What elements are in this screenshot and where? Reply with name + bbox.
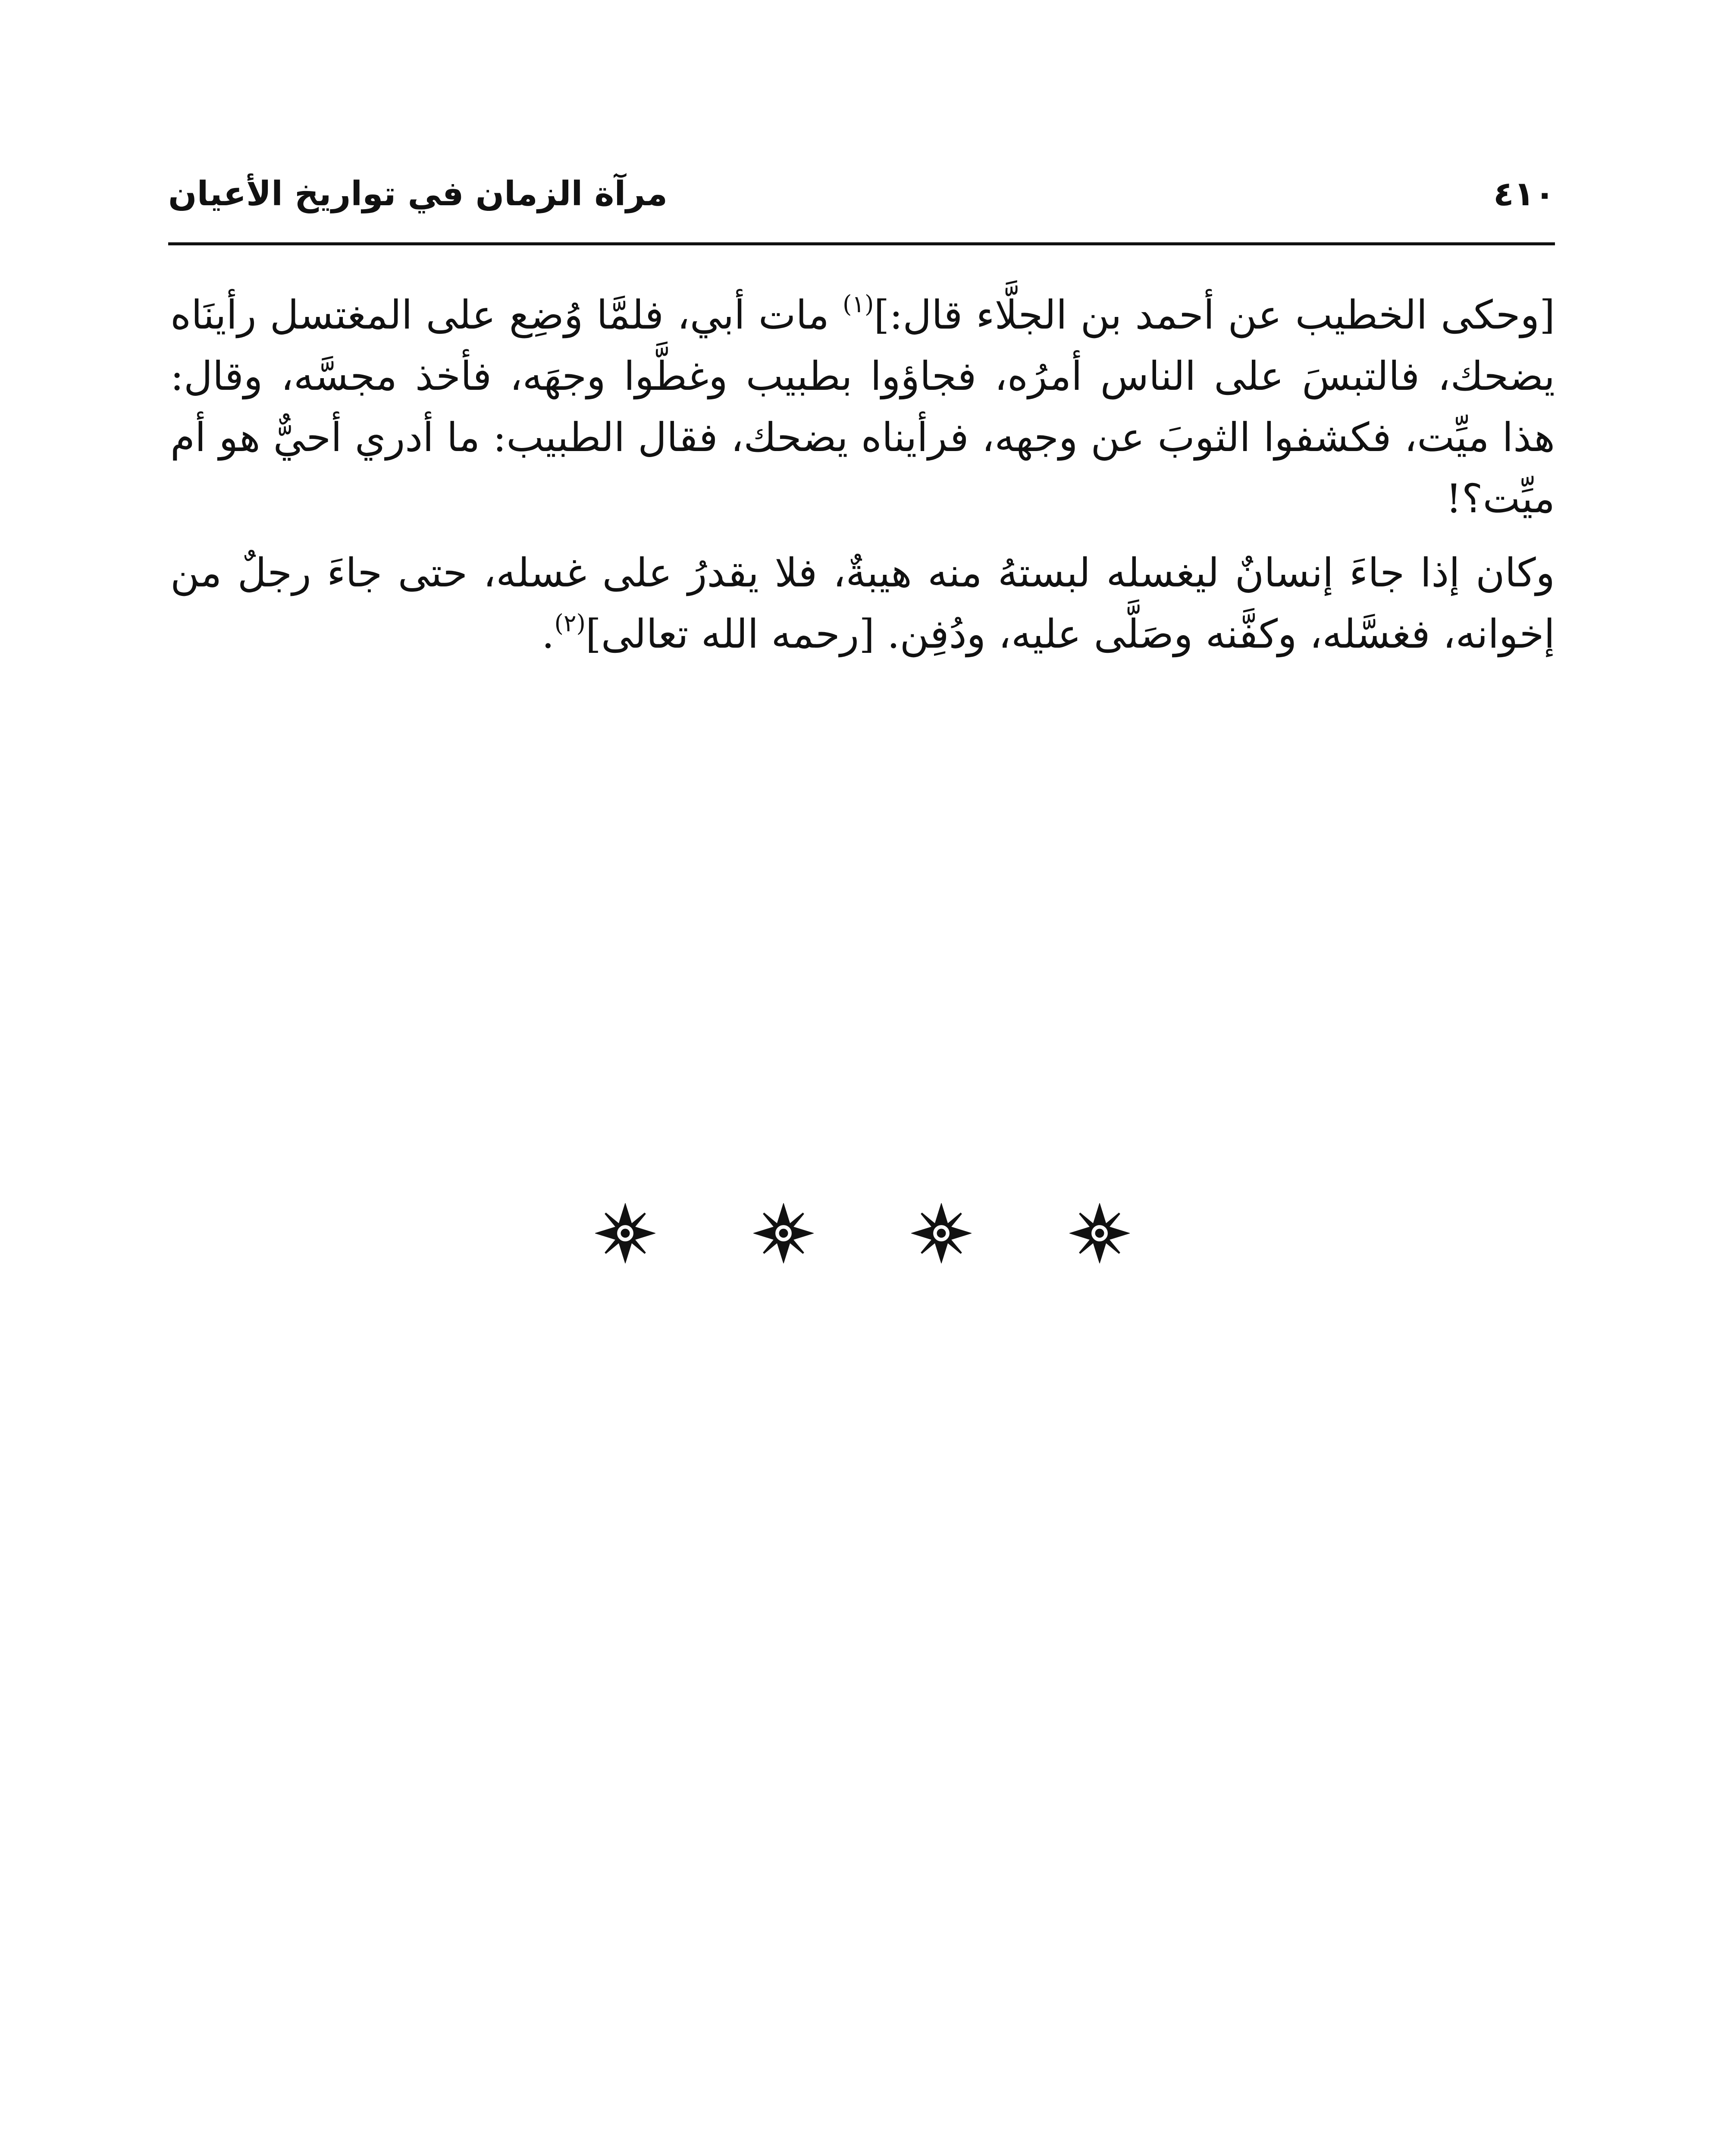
flower-ornament-icon [595, 1203, 655, 1263]
flower-ornament-icon [1069, 1203, 1130, 1263]
book-title: مرآة الزمان في تواريخ الأعيان [168, 175, 668, 213]
flower-ornament-icon [753, 1203, 814, 1263]
main-text [170, 285, 1555, 665]
paragraph-1 [170, 285, 1555, 530]
paragraph-1-text-a: [وحكى الخطيب عن أحمد بن الجلَّاء قال:] [874, 292, 1555, 338]
footnote-ref-2: (٢) [554, 609, 586, 637]
flower-ornament-icon [911, 1203, 972, 1263]
paragraph-2-text-a: وكان إذا جاءَ إنسانٌ ليغسله لبستهُ منه هيبةٌ، فلا يقدرُ على غسله، حتى جاءَ رجلٌ من إخوانه، فغسَّله، وكفَّنه وصَلَّى عليه، ودُفِن. [رحمه الله تعالى] [170, 550, 1555, 657]
header-divider [168, 242, 1555, 245]
running-header [168, 170, 1555, 235]
page-number: ٤١٠ [1493, 175, 1555, 213]
paragraph-2 [170, 542, 1555, 665]
paragraph-2-text-b: . [542, 611, 555, 657]
section-ornaments [595, 1194, 1130, 1272]
paragraph-1-text-b: مات أبي، فلمَّا وُضِع على المغتسل رأينَاه يضحك، فالتبسَ على الناس أمرُه، فجاؤوا بطبيب وغطَّوا وجهَه، فأخذ مجسَّه، وقال: هذا ميِّت، فكشفوا الثوبَ عن وجهه، فرأيناه يضحك، فقال الطبيب: ما أدري أحيٌّ هو أم ميِّت؟! [170, 292, 1555, 522]
footnote-ref-1: (١) [843, 290, 874, 318]
